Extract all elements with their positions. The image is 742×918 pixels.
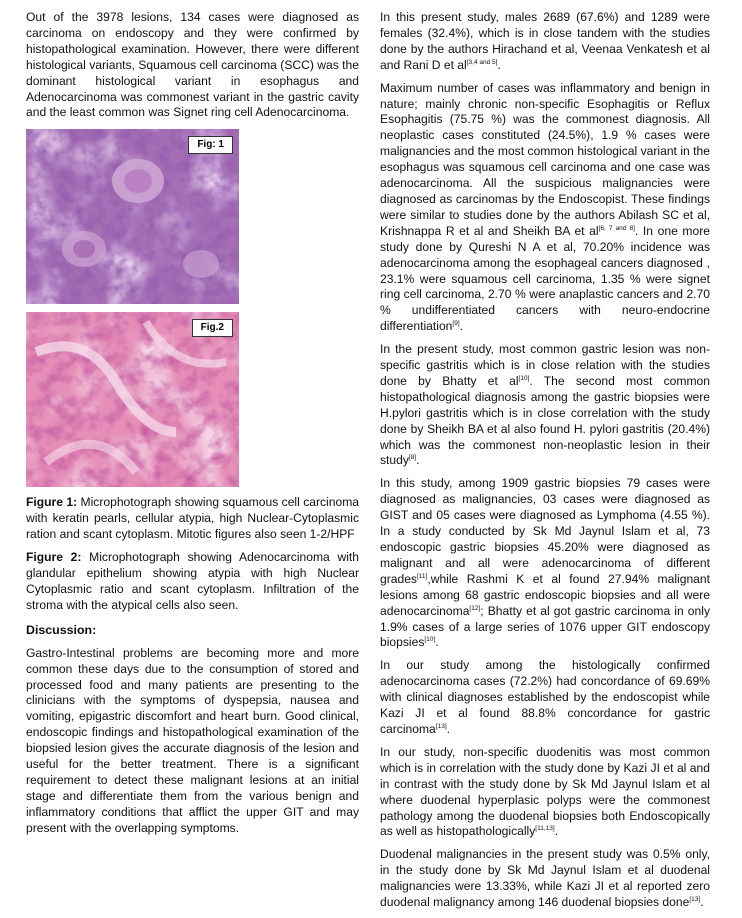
paragraph-text: In our study among the histologically confirmed adenocarcinoma cases (72.2%) had concordance of 69.69% with clinical diagnoses established by the endoscopist while Kazi JI et al found 88.8% concordance for gastric carcinoma <box>380 658 710 736</box>
figure-1-caption-text: Microphotograph showing squamous cell carcinoma with keratin pearls, cellular atypia, high Nuclear-Cytoplasmic ration and scant cytoplasm. Mitotic figures also seen 1-2/HPF <box>26 495 359 542</box>
citation-reference: [11,13] <box>535 825 555 833</box>
citation-reference: [10] <box>424 636 436 644</box>
paragraph-text: In the present study, most common gastric lesion was non-specific gastritis which is in close relation with the studies done by Bhatty et al <box>380 342 710 388</box>
intro-paragraph: Out of the 3978 lesions, 134 cases were diagnosed as carcinoma on endoscopy and they were confirmed by histopathological examination. However, there were different histological variants, Squamous cell carcinoma (SCC) was the dominant histological variant in esophagus and Adenocarcinoma was commonest variant in the gastric cavity and the least common was Signet ring cell Adenocarcinoma. <box>26 10 359 120</box>
paragraph-end: . <box>416 453 420 468</box>
squamous-cell-carcinoma-image <box>26 129 239 304</box>
figure-1-caption <box>26 495 359 543</box>
paragraph-text: Maximum number of cases was inflammatory and benign in nature; mainly chronic non-specific Esophagitis or Reflux Esophagitis (75.75 %) was the commonest diagnosis. All neoplastic cases constituted (24.5%), 1.9 % cases were malignancies and the most common histological variant in the esophagus was squamous cell carcinoma and one case was adenocarcinoma. All the suspicious malignancies were diagnosed as carcinomas by the Endoscopist. These findings were similar to studies done by the authors Abilash SC et al, Krishnappa R et al and Sheikh BA et al <box>380 80 710 238</box>
paragraph-end: . <box>446 721 451 736</box>
paragraph-text: In this study, among 1909 gastric biopsies 79 cases were diagnosed as malignancies, 03 cases were diagnosed as GIST and 05 cases were diagnosed as Lymphoma (4.55 %). In a study conducted by Sk Md Jaynul Islam et al, 73 endoscopic gastric biopsies 45.20% were diagnosed as malignant and all were adenocarcinoma of different grades <box>380 476 710 586</box>
paragraph-duodenitis <box>380 745 710 840</box>
citation-reference: [6, 7 and 8] <box>598 224 635 232</box>
left-column <box>26 10 359 844</box>
paragraph-end: . <box>435 635 439 650</box>
citation-reference: [13] <box>689 896 701 904</box>
figure-2-caption <box>26 550 359 614</box>
paragraph-sex-distribution <box>380 10 710 74</box>
adenocarcinoma-image <box>26 312 239 487</box>
discussion-paragraph: Gastro-Intestinal problems are becoming more and more common these days due to the consumption of stored and processed food and many patients are presenting to the clinicians with the symptoms of dyspepsia, nausea and vomiting, epigastric discomfort and heart burn. Good clinical, endoscopic findings and histopathological examination of the biopsied lesion gives the accurate diagnosis of the lesion and useful for the better treatment. There is a significant requirement to detect these malignant lesions at an initial stage and differentiate them from the various benign and inflammatory conditions that afflict the upper GIT and may present with the overlapping symptoms. <box>26 645 359 835</box>
figure-1-label: Fig: 1 <box>188 136 233 154</box>
figure-1-micrograph <box>26 129 239 304</box>
paragraph-text: . The second most common histopathological diagnosis among the gastric biopsies were H.pylori gastritis which is in close correlation with the study done by Sheikh BA et al also found H. pylori gastritis (20.4%) which was the commonest non-neoplastic lesion in their study <box>380 373 710 468</box>
figure-2-label: Fig.2 <box>192 319 233 337</box>
figure-2-caption-text: Microphotograph showing Adenocarcinoma with glandular epithelium showing atypia with high Nuclear Cytoplasmic ratio and scant cytoplasm. Infiltration of the stroma with the atypical cells also seen. <box>26 550 359 612</box>
paragraph-end: . <box>459 319 464 334</box>
paragraph-text: In this present study, males 2689 (67.6%) and 1289 were females (32.4%), which is in close tandem with the studies done by the authors Hirachand et al, Veenaa Venkatesh et al and Rani D et al <box>380 10 710 72</box>
citation-reference: [9] <box>452 320 460 328</box>
paragraph-text: ; Bhatty et al got gastric carcinoma in only 1.9% cases of a large series of 1076 upper GIT endoscopy biopsies <box>380 603 710 650</box>
paragraph-end: . <box>497 57 501 72</box>
figure-2-micrograph <box>26 312 239 487</box>
citation-reference: [11] <box>416 572 428 580</box>
discussion-heading: Discussion: <box>26 622 97 637</box>
paragraph-gastric-malignancies <box>380 476 710 651</box>
paragraph-text: In our study, non-specific duodenitis was most common which is in correlation with the study done by Kazi JI et al and in contrast with the study done by Sk Md Jaynul Islam et al where duodenal hyperplasic polyps were the commonest pathology among the duodenal biopsies both Endoscopically as well as histopathologically <box>380 744 710 839</box>
paragraph-text: . In one more study done by Qureshi N A et al, 70.20% incidence was adenocarcinoma among the esophageal cancers diagnosed , 23.1% were squamous cell carcinoma, 1.35 % were signet ring cell carcinoma, 2.70 % were anaplastic cancers and 2.70 % undifferentiated cancers with neuro-endocrine differentiation <box>380 223 710 334</box>
paragraph-text: Duodenal malignancies in the present study was 0.5% only, in the study done by Sk Md Jaynul Islam et al duodenal malignancies were 13.33%, while Kazi JI et al reported zero duodenal malignancy among 146 duodenal biopsies done <box>380 847 710 910</box>
citation-reference: [3,4 and 5] <box>466 58 498 66</box>
figure-1-caption-lead: Figure 1: <box>26 495 78 510</box>
figure-2-caption-lead: Figure 2: <box>26 550 82 565</box>
right-column <box>380 10 710 918</box>
citation-reference: [12] <box>469 604 481 612</box>
paragraph-duodenal-malignancies <box>380 847 710 911</box>
paragraph-end: . <box>700 895 704 910</box>
paragraph-concordance <box>380 658 710 738</box>
paragraph-end: . <box>554 824 559 839</box>
paragraph-text: ,while Rashmi K et al found 27.94% malignant lesions among 68 gastric endoscopic biopsies and all were adenocarcinoma <box>380 571 710 618</box>
paragraph-gastritis <box>380 342 710 469</box>
citation-reference: [8] <box>408 454 417 462</box>
citation-reference: [13] <box>435 722 447 730</box>
paragraph-esophagitis <box>380 81 710 336</box>
citation-reference: [10] <box>518 374 530 382</box>
